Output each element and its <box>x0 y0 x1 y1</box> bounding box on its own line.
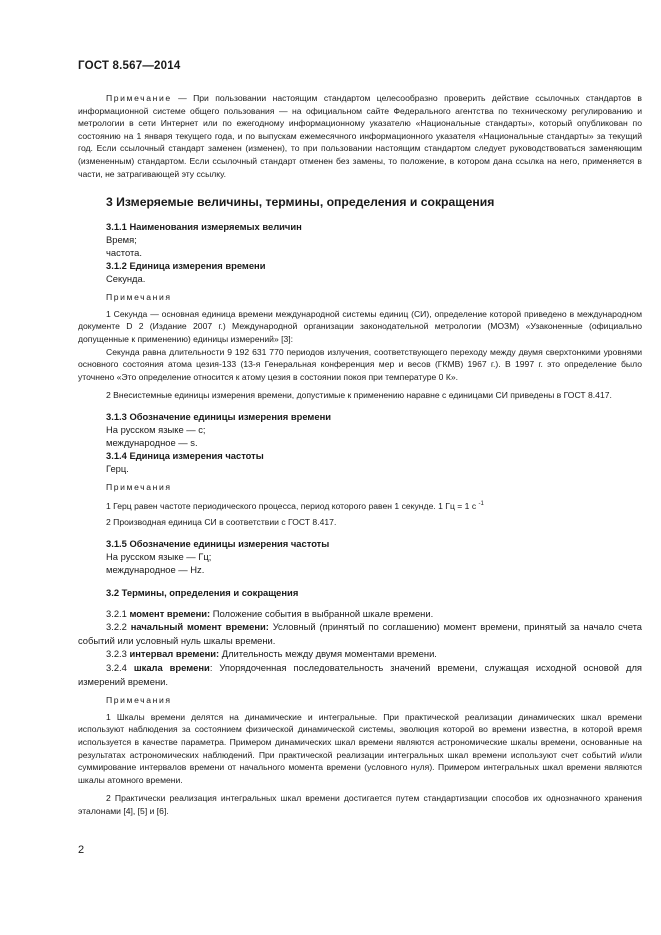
definition: Положение события в выбранной шкале времени. <box>210 607 434 619</box>
designation-item: На русском языке — с; <box>106 423 206 435</box>
term: шкала времени <box>133 662 210 674</box>
definition: : Упорядоченная последовательность значений времени, служащая исходной основой для измерений времени. <box>78 662 642 687</box>
term: момент времени: <box>129 607 211 619</box>
designation-item: международное — Hz. <box>106 563 205 575</box>
term-number: 3.2.3 <box>106 648 130 660</box>
intro-note <box>78 92 642 180</box>
subsection-3-1-2-title: 3.1.2 Единица измерения времени <box>106 260 266 272</box>
designation-item: международное — s. <box>106 436 198 448</box>
term: интервал времени: <box>129 648 220 660</box>
page-number: 2 <box>78 844 85 856</box>
quantity-item: Время; <box>106 234 137 246</box>
page-content <box>78 92 642 818</box>
notes-label: Примечания <box>106 695 172 706</box>
definition: Условный (принятый по соглашению) момент времени, принятый за начало счета событий или условный нуль шкалы времени. <box>78 621 643 646</box>
note-paragraph: 1 Секунда — основная единица времени международной системы единиц (СИ), определение которой приведено в международном документе D 2 (Издание 2007 г.) Международной организации законодательной метрологии (МОЗМ) «Узаконенные (официально допущенные к применению) единицы измерений» [3]: <box>78 308 642 344</box>
section-3-heading: 3 Измеряемые величины, термины, определения и сокращения <box>106 195 495 210</box>
intro-note-text: — При пользовании настоящим стандартом целесообразно проверить действие ссылочных стандартов в информационной системе общего пользования — на официальном сайте Федерального агентства по техническому регулированию и метрологии в сети Интернет или по ежегодному информационному указателю «Национальные стандарты», который опубликован по состоянию на 1 января текущего года, и по выпускам ежемесячного информационного указателя «Национальные стандарты» за текущий год. Если ссылочный стандарт заменен (изменен), то при пользовании настоящим стандартом следует руководствоваться заменяющим (измененным) стандартом. Если ссылочный стандарт отменен без замены, то положение, в котором дана ссылка на него, применяется в части, не затрагивающей эту ссылку. <box>78 93 642 179</box>
intro-note-label: Примечание <box>106 93 172 103</box>
subsection-3-1-1-title: 3.1.1 Наименования измеряемых величин <box>106 221 302 233</box>
note-text: 1 Герц равен частоте периодического процесса, период которого равен 1 секунде. 1 Гц = 1 с <box>106 500 477 511</box>
note-paragraph: 2 Внесистемные единицы измерения времени, допустимые к применению наравне с единицами СИ приведены в ГОСТ 8.417. <box>106 390 612 401</box>
note-paragraph: 2 Производная единица СИ в соответствии с ГОСТ 8.417. <box>106 517 337 528</box>
term-number: 3.2.1 <box>106 607 130 619</box>
notes-label: Примечания <box>106 481 172 492</box>
subsection-3-2-title: 3.2 Термины, определения и сокращения <box>106 586 299 598</box>
document-code: ГОСТ 8.567—2014 <box>78 60 181 72</box>
quantity-item: частота. <box>106 247 142 259</box>
term-definition <box>78 620 642 647</box>
unit-item: Секунда. <box>106 273 146 285</box>
note-paragraph: Секунда равна длительности 9 192 631 770 периодов излучения, соответствующего переходу между двумя сверхтонкими уровнями основного состояния атома цезия-133 (13-я Генеральная конференция мер и весов (ГКМВ) 1967 г.). В 1997 г. это определение было уточнено «Это определение относится к атому цезия в состоянии покоя при температуре 0 К». <box>78 346 642 382</box>
term-definition <box>78 661 642 688</box>
term-definition <box>78 647 642 661</box>
term-number: 3.2.2 <box>106 621 131 633</box>
designation-item: На русском языке — Гц; <box>106 550 212 562</box>
definition: Длительность между двумя моментами времени. <box>219 648 437 660</box>
term: начальный момент времени: <box>130 621 269 633</box>
note-paragraph: 2 Практически реализация интегральных шкал времени достигается путем стандартизации способов их однозначного хранения эталонами [4], [5] и [6]. <box>78 793 642 816</box>
subsection-3-1-4-title: 3.1.4 Единица измерения частоты <box>106 449 264 461</box>
term-definition <box>78 607 642 621</box>
note-paragraph: 1 Шкалы времени делятся на динамические и интегральные. При практической реализации динамических шкал времени используют наблюдения за состоянием физической динамической системы, эволюция которой во времени известна, в которой время используется в качестве параметра. Примером динамических шкал времени являются астрономические шкалы времени, основанные на результатах астрономических наблюдений. При практической реализации интегральных шкал времени используют счет событий и/или суммирование интервалов времени от начального момента времени (условного нуля). Примером интегральных шкал времени являются шкалы атомного времени. <box>78 711 642 785</box>
note-paragraph <box>78 498 642 513</box>
subsection-3-1-3-title: 3.1.3 Обозначение единицы измерения времени <box>106 410 332 422</box>
subsection-3-1-5-title: 3.1.5 Обозначение единицы измерения частоты <box>106 537 330 549</box>
term-number: 3.2.4 <box>106 662 134 674</box>
exponent: -1 <box>478 500 484 507</box>
unit-item: Герц. <box>106 462 129 474</box>
notes-label: Примечания <box>106 292 172 303</box>
